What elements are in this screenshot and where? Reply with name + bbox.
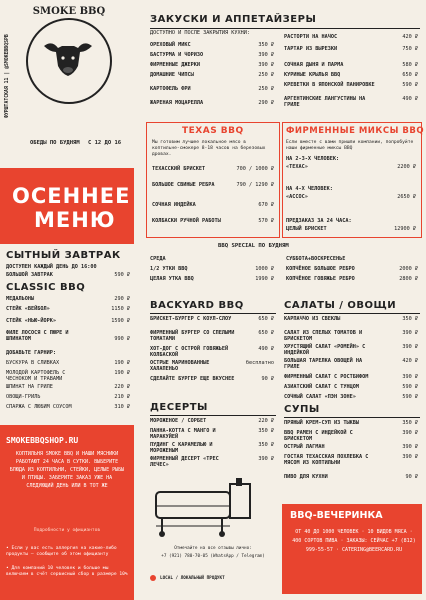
soup-price-3: 390 ₽ [402, 454, 418, 460]
footer-local: LOCAL / ЛОКАЛЬНЫЙ ПРОДУКТ [160, 576, 225, 581]
snacks-left-price-4: 250 ₽ [258, 72, 274, 78]
shop-title[interactable]: SMOKEBBQSHOP.RU [6, 436, 79, 445]
breakfast-subtitle: ДОСТУПЕН КАЖДЫЙ ДЕНЬ ДО 16:00 [6, 264, 97, 270]
garnish-price-2: 220 ₽ [114, 384, 130, 390]
backyard-item-4: СДЕЛАЙТЕ БУРГЕР ЕЩЕ ВКУСНЕЕ [150, 376, 235, 382]
bull-head-icon [42, 38, 94, 78]
snacks-right-0: РАСТОРТИ НА НАЧОС [284, 34, 338, 40]
classic-item-1: СТЕЙК «ВЕЙБОЛ» [6, 306, 50, 312]
snacks-left-price-3: 390 ₽ [258, 62, 274, 68]
garnish-price-3: 210 ₽ [114, 394, 130, 400]
salad-item-6: СОЧНЫЙ САЛАТ «ПЭН ЗОНЕ» [284, 394, 356, 400]
snacks-left-2: БАСТУРМА И ЧОРИЗО [150, 52, 204, 58]
special-left-1: 1/2 УТКИ BBQ [150, 266, 188, 272]
soup-price-0: 350 ₽ [402, 420, 418, 426]
autumn-title-2: МЕНЮ [34, 208, 116, 232]
snacks-right-price-1: 750 ₽ [402, 46, 418, 52]
note-allergy: • Если у вас есть аллергия на какие-либо продукты — сообщите об этом официанту [6, 546, 117, 557]
classic-title: CLASSIC BBQ [6, 282, 86, 293]
classic-price-0: 290 ₽ [114, 296, 130, 302]
texas-item-0: ТЕХАССКИЙ БРИСКЕТ [152, 166, 206, 172]
backyard-item-3: ОСТРЫЕ МАРИНОВАННЫЕ ХАЛАПЕНЬО [150, 360, 210, 372]
dessert-item-1: ПАННА-КОТТА С МАНГО И МАРАКУЙЕЙ [150, 428, 216, 440]
footer-phone[interactable]: +7 (921) 780-70-05 (WhatsApp / Telegram) [161, 554, 265, 559]
special-right-price-1: 2000 ₽ [399, 266, 418, 272]
logo-title: SMOKE BBQ [32, 6, 106, 17]
special-right-price-2: 2800 ₽ [399, 276, 418, 282]
salad-price-2: 390 ₽ [402, 344, 418, 350]
classic-item-2: СТЕЙК «НЬЮ-ЙОРК» [6, 318, 56, 324]
snacks-right-5: АРГЕНТИНСКИЕ ЛАНГУСТИНЫ НА ГРИЛЕ [284, 96, 366, 108]
snacks-left-5: КАРТОФЕЛЬ ФРИ [150, 86, 191, 92]
backyard-item-0: БРИСКЕТ-БУРГЕР С КОУЛ-СЛОУ [150, 316, 232, 322]
snacks-left-3: ФИРМЕННЫЕ ДЖЕРКИ [150, 62, 200, 68]
dessert-item-3: ФИРМЕННЫЙ ДЕСЕРТ «ТРЕС ЛЕЧЕС» [150, 456, 219, 468]
note-service: • Для компаний 10 человек и больше мы включаем в счёт сервисный сбор в размере 10% [6, 566, 128, 577]
texas-price-0: 700 / 1000 ₽ [236, 166, 274, 172]
backyard-price-4: 90 ₽ [261, 376, 274, 382]
special-left-price-2: 1990 ₽ [255, 276, 274, 282]
snacks-left-6: ЖАРЕНАЯ МОЦАРЕЛЛА [150, 100, 204, 106]
classic-item-0: МЕДАЛЬОНЫ [6, 296, 35, 302]
lunch-label: ОБЕДЫ ПО БУДНЯМ [30, 140, 80, 146]
mix-group-1: НА 2-3-Х ЧЕЛОВЕК: [286, 156, 340, 162]
salad-item-0: КАРПАЧЧО ИЗ СВЕКЛЫ [284, 316, 341, 322]
special-left-2: ЦЕЛАЯ УТКА BBQ [150, 276, 194, 282]
salad-item-4: ФИРМЕННЫЙ САЛАТ С РОСТБИФОМ [284, 374, 369, 380]
soups-divider [284, 417, 420, 418]
snacks-left-4: ДОМАШНИЕ ЧИПСЫ [150, 72, 194, 78]
snacks-right-1: ТАРТАР ИЗ ВЫРЕЗКИ [284, 46, 338, 52]
snacks-left-price-6: 290 ₽ [258, 100, 274, 106]
breakfast-price: 590 ₽ [114, 272, 130, 278]
breakfast-title: СЫТНЫЙ ЗАВТРАК [6, 250, 121, 261]
backyard-price-1: 650 ₽ [258, 330, 274, 336]
mix-item-1: «ТЕХАС» [286, 164, 308, 170]
snacks-right-3: КУРИНЫЕ КРЫЛЬЯ BBQ [284, 72, 341, 78]
autumn-title-1: ОСЕННЕЕ [12, 184, 131, 208]
address-vertical: ФУРШТАТСКАЯ 11 | @SMOKEBBQSPB [5, 34, 10, 118]
texas-item-2: СОЧНАЯ ИНДЕЙКА [152, 202, 196, 208]
soup-item-2: ОСТРЫЙ ЛАГМАН [284, 444, 325, 450]
breakfast-item: БОЛЬШОЙ ЗАВТРАК [6, 272, 53, 278]
snacks-right-price-2: 580 ₽ [402, 62, 418, 68]
texas-price-2: 670 ₽ [258, 202, 274, 208]
snacks-right-4: КРЕВЕТКИ В ЯПОНСКОЙ ПАНИРОВКЕ [284, 82, 375, 88]
desserts-title: ДЕСЕРТЫ [150, 402, 208, 413]
garnish-price-4: 310 ₽ [114, 404, 130, 410]
snacks-left-price-2: 390 ₽ [258, 52, 274, 58]
smoker-grill-icon [150, 478, 276, 538]
shop-sub: Подробности у официантов [33, 528, 101, 533]
bread-item: ПИВО ДЛЯ КУХНИ [284, 474, 328, 480]
special-left-price-1: 1000 ₽ [255, 266, 274, 272]
special-right-2: КОПЧЁНОЕ ГОВЯЖЬЕ РЕБРО [286, 276, 355, 282]
backyard-item-2: ХОТ-ДОГ С ОСТРОЙ ГОВЯЖЬЕЙ КОЛБАСКОЙ [150, 346, 229, 358]
garnish-item-1: МОЛОДОЙ КАРТОФЕЛЬ С ЧЕСНОКОМ И ТРАВАМИ [6, 370, 66, 382]
salad-price-3: 420 ₽ [402, 358, 418, 364]
backyard-divider [150, 313, 276, 314]
texas-item-3: КОЛБАСКИ РУЧНОЙ РАБОТЫ [152, 218, 221, 224]
backyard-price-3: бесплатно [245, 360, 274, 366]
salad-item-5: АЗИАТСКИЙ САЛАТ С ТУНЦОМ [284, 384, 359, 390]
special-title: BBQ SPECIAL ПО БУДНЯМ [218, 243, 289, 249]
mix-group-2: НА 4-Х ЧЕЛОВЕК: [286, 186, 333, 192]
garnish-item-4: СПАРЖА С ЛЮБИМ СОУСОМ [6, 404, 72, 410]
salad-item-3: БОЛЬШАЯ ТАРЕЛКА ОВОЩЕЙ НА ГРИЛЕ [284, 358, 363, 370]
salad-item-1: САЛАТ ИЗ СПЕЛЫХ ТОМАТОВ И БРИСКЕТОМ [284, 330, 363, 342]
snacks-left-price-5: 250 ₽ [258, 86, 274, 92]
backyard-title: BACKYARD BBQ [150, 300, 244, 311]
salad-item-2: ХРУСТЯЩИЙ САЛАТ «РОМЕЙН» С ИНДЕЙКОЙ [284, 344, 366, 356]
classic-price-2: 1590 ₽ [111, 318, 130, 324]
lunch-hours: С 12 ДО 16 [88, 140, 122, 146]
salad-price-0: 350 ₽ [402, 316, 418, 322]
soup-item-3: ГОСТАЯ ТЕХАССКАЯ ПОХЛЕБКА С МЯСОМ ИЗ КОПТИЛЬНИ [284, 454, 369, 466]
garnish-item-2: ШПИНАТ НА ГРИЛЕ [6, 384, 53, 390]
party-text: ОТ 40 ДО 1000 ЧЕЛОВЕК · 10 ВИДОВ МЯСА · 400 СОРТОВ ПИВА · ЗАКАЗЫ: СЕЙЧАС +7 (812) 999-55-57 · CATERING@BEERCARD.RU [292, 529, 416, 553]
salad-price-5: 590 ₽ [402, 384, 418, 390]
dessert-item-2: ПУДИНГ С КАРАМЕЛЬЮ И МОРОЖЕНЫМ [150, 442, 213, 454]
shop-text: КОПТИЛЬНЯ SMOKE BBQ И НАШИ МЯСНИКИ РАБОТАЮТ 24 ЧАСА В СУТКИ. ВЫБЕРИТЕ БЛЮДА ИЗ КОПТИЛЬНИ, СТЕЙКИ, ЦЕЛЫЕ РЫБЫ И ПТИЦЫ. ЗАБЕРИТЕ ЗАКАЗ УЖЕ НА СЛЕДУЮЩИЙ ДЕНЬ ИЛИ В ТОТ ЖЕ [9, 451, 125, 489]
special-right-1: КОПЧЁНОЕ БОЛЬШОЕ РЕБРО [286, 266, 355, 272]
classic-price-3: 990 ₽ [114, 336, 130, 342]
garnish-item-3: ОВОЩИ-ГРИЛЬ [6, 394, 41, 400]
mix-group-3: ПРЕДЗАКАЗ ЗА 24 ЧАСА: [286, 218, 352, 224]
classic-item-3: ФИЛЕ ЛОСОСЯ С ПЮРЕ И ШПИНАТОМ [6, 330, 69, 342]
backyard-item-1: ФИРМЕННЫЙ БУРГЕР СО СПЕЛЫМИ ТОМАТАМИ [150, 330, 235, 342]
desserts-divider [150, 415, 276, 416]
mix-item-2: «АССОС» [286, 194, 308, 200]
classic-price-1: 1150 ₽ [111, 306, 130, 312]
mix-price-2: 2650 ₽ [397, 194, 416, 200]
snacks-left-0: ДОСТУПНО И ПОСЛЕ ЗАКРЫТИЯ КУХНИ: [150, 30, 250, 36]
soup-price-1: 390 ₽ [402, 430, 418, 436]
texas-price-3: 570 ₽ [258, 218, 274, 224]
salads-title: САЛАТЫ / ОВОЩИ [284, 300, 397, 311]
snacks-right-price-0: 420 ₽ [402, 34, 418, 40]
snacks-title: ЗАКУСКИ И АППЕТАЙЗЕРЫ [150, 14, 317, 25]
soup-item-0: ПРЯНЫЙ КРЕМ-СУП ИЗ ТЫКВЫ [284, 420, 359, 426]
snacks-right-2: СОЧНАЯ ДЫНЯ И ПАРМА [284, 62, 344, 68]
dessert-price-1: 350 ₽ [258, 428, 274, 434]
local-dot-icon [150, 575, 156, 581]
garnish-item-0: БУСКУРА В СЛИВКАХ [6, 360, 60, 366]
garnish-price-1: 190 ₽ [114, 370, 130, 376]
snacks-right-price-3: 650 ₽ [402, 72, 418, 78]
texas-item-1: БОЛЬШОЕ СВИНЫЕ РЕБРА [152, 182, 215, 188]
backyard-price-0: 650 ₽ [258, 316, 274, 322]
mix-desc: Если вместе с вами пришли компании, попробуйте наши фирменные миксы BBQ [286, 140, 414, 151]
dessert-price-0: 220 ₽ [258, 418, 274, 424]
garnish-title: ДОБАВЬТЕ ГАРНИР: [6, 350, 56, 356]
bread-price: 90 ₽ [405, 474, 418, 480]
soup-item-1: BBQ РАМЕН С ИНДЕЙКОЙ С БРИСКЕТОМ [284, 430, 353, 442]
texas-price-1: 790 / 1290 ₽ [236, 182, 274, 188]
soup-price-2: 390 ₽ [402, 444, 418, 450]
footer-question: Отмечайте на все отзывы лично: [174, 546, 252, 551]
snacks-divider [150, 28, 420, 29]
texas-desc: Мы готовим лучшее локальное мясо в коптильне-смокере 8-18 часов на березовых дровах. [152, 140, 266, 157]
special-right-0: СУББОТА+ВОСКРЕСЕНЬЕ [286, 256, 346, 262]
mix-title: ФИРМЕННЫЕ МИКСЫ BBQ [286, 126, 425, 136]
texas-title: TEXAS BBQ [182, 126, 244, 136]
special-left-0: СРЕДА [150, 256, 166, 262]
dessert-price-3: 390 ₽ [258, 456, 274, 462]
snacks-left-1: ОРЕХОВЫЙ МИКС [150, 42, 191, 48]
salads-divider [284, 313, 420, 314]
party-title: BBQ-ВЕЧЕРИНКА [290, 510, 383, 521]
backyard-price-2: 490 ₽ [258, 346, 274, 352]
dessert-price-2: 350 ₽ [258, 442, 274, 448]
soups-title: СУПЫ [284, 404, 320, 415]
salad-price-6: 590 ₽ [402, 394, 418, 400]
salad-price-4: 390 ₽ [402, 374, 418, 380]
snacks-left-price-1: 350 ₽ [258, 42, 274, 48]
snacks-right-price-4: 590 ₽ [402, 82, 418, 88]
salad-price-1: 390 ₽ [402, 330, 418, 336]
mix-item-3: ЦЕЛЫЙ БРИСКЕТ [286, 226, 327, 232]
garnish-price-0: 190 ₽ [114, 360, 130, 366]
dessert-item-0: МОРОЖЕНОЕ / СОРБЕТ [150, 418, 207, 424]
snacks-right-price-5: 490 ₽ [402, 96, 418, 102]
mix-price-1: 2200 ₽ [397, 164, 416, 170]
mix-price-3: 12900 ₽ [394, 226, 416, 232]
